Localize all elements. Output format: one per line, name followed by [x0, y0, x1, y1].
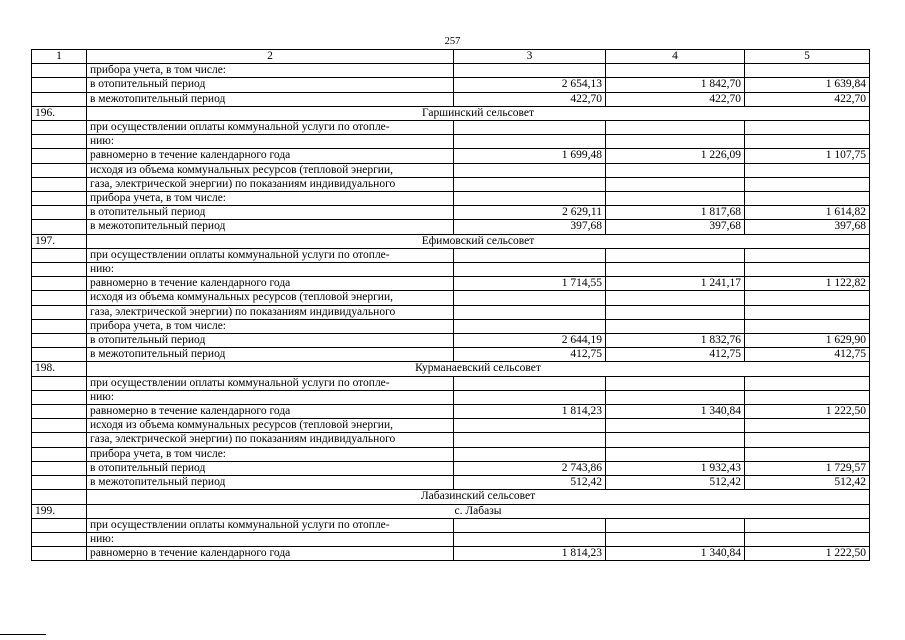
value-col-4 — [606, 163, 745, 177]
tariff-table — [31, 49, 870, 561]
row-number — [32, 334, 87, 348]
value-row — [32, 78, 870, 92]
row-number — [32, 149, 87, 163]
value-col-4 — [606, 319, 745, 333]
row-number — [32, 78, 87, 92]
description-row — [32, 163, 870, 177]
value-col-4: 1 340,84 — [606, 547, 745, 561]
value-col-4: 1 226,09 — [606, 149, 745, 163]
value-col-4 — [606, 532, 745, 546]
row-description: прибора учета, в том числе: — [87, 64, 454, 78]
value-col-5: 512,42 — [745, 476, 870, 490]
description-row — [32, 263, 870, 277]
row-description: нию: — [87, 390, 454, 404]
value-col-3 — [454, 192, 606, 206]
value-col-4: 1 817,68 — [606, 206, 745, 220]
row-number — [32, 476, 87, 490]
value-col-3: 1 714,55 — [454, 277, 606, 291]
row-description: при осуществлении оплаты коммунальной услуги по отопле- — [87, 376, 454, 390]
value-col-5: 1 222,50 — [745, 405, 870, 419]
row-number — [32, 405, 87, 419]
value-col-5 — [745, 121, 870, 135]
description-row — [32, 177, 870, 191]
value-col-3 — [454, 177, 606, 191]
value-col-3 — [454, 532, 606, 546]
row-description: прибора учета, в том числе: — [87, 319, 454, 333]
value-col-5 — [745, 248, 870, 262]
value-col-3: 412,75 — [454, 348, 606, 362]
row-number — [32, 461, 87, 475]
header-row — [32, 50, 870, 64]
row-description: при осуществлении оплаты коммунальной услуги по отопле- — [87, 121, 454, 135]
row-number — [32, 64, 87, 78]
row-number — [32, 518, 87, 532]
section-row — [32, 106, 870, 120]
value-col-3: 512,42 — [454, 476, 606, 490]
description-row — [32, 319, 870, 333]
value-col-4: 412,75 — [606, 348, 745, 362]
value-row — [32, 149, 870, 163]
value-col-4 — [606, 390, 745, 404]
section-title: с. Лабазы — [87, 504, 870, 518]
value-col-4: 512,42 — [606, 476, 745, 490]
description-row — [32, 419, 870, 433]
value-col-5 — [745, 433, 870, 447]
row-number — [32, 277, 87, 291]
value-col-4 — [606, 177, 745, 191]
value-col-4: 1 832,76 — [606, 334, 745, 348]
description-row — [32, 532, 870, 546]
value-col-3: 2 743,86 — [454, 461, 606, 475]
row-number — [32, 532, 87, 546]
section-title: Курманаевский сельсовет — [87, 362, 870, 376]
row-number — [32, 135, 87, 149]
value-col-4 — [606, 263, 745, 277]
value-row — [32, 334, 870, 348]
column-header-1: 1 — [32, 50, 87, 64]
row-description: прибора учета, в том числе: — [87, 192, 454, 206]
value-row — [32, 206, 870, 220]
row-number: 197. — [32, 234, 87, 248]
section-row — [32, 504, 870, 518]
value-col-5: 1 614,82 — [745, 206, 870, 220]
row-label: равномерно в течение календарного года — [87, 547, 454, 561]
value-col-3: 397,68 — [454, 220, 606, 234]
value-col-5: 1 639,84 — [745, 78, 870, 92]
value-col-5 — [745, 163, 870, 177]
section-row — [32, 234, 870, 248]
value-col-4: 1 241,17 — [606, 277, 745, 291]
value-col-5: 1 729,57 — [745, 461, 870, 475]
row-label: в межотопительный период — [87, 92, 454, 106]
row-label: равномерно в течение календарного года — [87, 277, 454, 291]
value-col-3 — [454, 319, 606, 333]
value-row — [32, 92, 870, 106]
value-col-3 — [454, 64, 606, 78]
row-description: прибора учета, в том числе: — [87, 447, 454, 461]
value-col-5 — [745, 518, 870, 532]
description-row — [32, 518, 870, 532]
row-number — [32, 433, 87, 447]
value-col-4: 1 340,84 — [606, 405, 745, 419]
value-row — [32, 277, 870, 291]
row-description: при осуществлении оплаты коммунальной услуги по отопле- — [87, 518, 454, 532]
row-description: газа, электрической энергии) по показаниям индивидуального — [87, 177, 454, 191]
value-col-5 — [745, 64, 870, 78]
row-number — [32, 192, 87, 206]
value-col-3 — [454, 163, 606, 177]
row-number: 196. — [32, 106, 87, 120]
row-number — [32, 121, 87, 135]
description-row — [32, 291, 870, 305]
row-number — [32, 490, 87, 504]
row-description: нию: — [87, 135, 454, 149]
row-label: равномерно в течение календарного года — [87, 149, 454, 163]
value-col-4: 1 842,70 — [606, 78, 745, 92]
value-col-5: 1 629,90 — [745, 334, 870, 348]
column-header-3: 3 — [454, 50, 606, 64]
description-row — [32, 433, 870, 447]
row-description: исходя из объема коммунальных ресурсов (тепловой энергии, — [87, 291, 454, 305]
column-header-2: 2 — [87, 50, 454, 64]
value-col-5 — [745, 319, 870, 333]
description-row — [32, 390, 870, 404]
value-col-5: 397,68 — [745, 220, 870, 234]
description-row — [32, 376, 870, 390]
value-col-3: 1 814,23 — [454, 547, 606, 561]
description-row — [32, 135, 870, 149]
value-col-5: 1 107,75 — [745, 149, 870, 163]
value-col-3: 2 644,19 — [454, 334, 606, 348]
value-col-5 — [745, 192, 870, 206]
description-row — [32, 447, 870, 461]
value-col-4 — [606, 305, 745, 319]
row-number — [32, 305, 87, 319]
section-row — [32, 362, 870, 376]
value-col-3 — [454, 390, 606, 404]
row-label: равномерно в течение календарного года — [87, 405, 454, 419]
value-col-3 — [454, 291, 606, 305]
value-col-5: 1 122,82 — [745, 277, 870, 291]
row-number — [32, 291, 87, 305]
description-row — [32, 192, 870, 206]
row-label: в межотопительный период — [87, 476, 454, 490]
row-number — [32, 547, 87, 561]
section-title: Лабазинский сельсовет — [87, 490, 870, 504]
row-number: 198. — [32, 362, 87, 376]
value-col-3 — [454, 518, 606, 532]
value-col-4 — [606, 419, 745, 433]
row-label: в отопительный период — [87, 461, 454, 475]
value-col-3: 1 699,48 — [454, 149, 606, 163]
value-col-4 — [606, 121, 745, 135]
value-row — [32, 476, 870, 490]
row-number — [32, 206, 87, 220]
value-col-5 — [745, 291, 870, 305]
value-row — [32, 547, 870, 561]
row-number — [32, 390, 87, 404]
section-title: Ефимовский сельсовет — [87, 234, 870, 248]
value-col-3: 2 654,13 — [454, 78, 606, 92]
value-col-3 — [454, 376, 606, 390]
value-col-3 — [454, 248, 606, 262]
row-label: в отопительный период — [87, 78, 454, 92]
row-number — [32, 177, 87, 191]
value-col-3 — [454, 263, 606, 277]
value-col-5 — [745, 419, 870, 433]
row-label: в отопительный период — [87, 334, 454, 348]
value-col-5 — [745, 390, 870, 404]
value-col-3: 1 814,23 — [454, 405, 606, 419]
value-row — [32, 220, 870, 234]
row-number — [32, 220, 87, 234]
section-title: Гаршинский сельсовет — [87, 106, 870, 120]
row-description: газа, электрической энергии) по показаниям индивидуального — [87, 433, 454, 447]
value-col-4 — [606, 291, 745, 305]
row-number — [32, 163, 87, 177]
value-row — [32, 405, 870, 419]
value-col-5 — [745, 376, 870, 390]
page-number: 257 — [444, 36, 461, 47]
value-col-5: 412,75 — [745, 348, 870, 362]
section-row — [32, 490, 870, 504]
value-col-3 — [454, 433, 606, 447]
description-row — [32, 64, 870, 78]
scan-edge-mark — [0, 634, 46, 635]
row-description: нию: — [87, 532, 454, 546]
value-col-4 — [606, 447, 745, 461]
value-col-3 — [454, 305, 606, 319]
value-col-5 — [745, 177, 870, 191]
column-header-4: 4 — [606, 50, 745, 64]
value-col-3: 422,70 — [454, 92, 606, 106]
row-description: исходя из объема коммунальных ресурсов (тепловой энергии, — [87, 419, 454, 433]
row-number — [32, 376, 87, 390]
row-description: газа, электрической энергии) по показаниям индивидуального — [87, 305, 454, 319]
row-number — [32, 92, 87, 106]
row-number — [32, 263, 87, 277]
row-label: в отопительный период — [87, 206, 454, 220]
row-number — [32, 447, 87, 461]
value-col-4: 397,68 — [606, 220, 745, 234]
value-row — [32, 348, 870, 362]
value-col-3 — [454, 121, 606, 135]
description-row — [32, 121, 870, 135]
value-col-5 — [745, 263, 870, 277]
value-col-4 — [606, 518, 745, 532]
value-col-5 — [745, 135, 870, 149]
value-col-4 — [606, 64, 745, 78]
row-number — [32, 419, 87, 433]
value-col-4 — [606, 192, 745, 206]
table-body — [32, 50, 870, 561]
column-header-5: 5 — [745, 50, 870, 64]
value-col-4: 422,70 — [606, 92, 745, 106]
row-number — [32, 348, 87, 362]
value-col-4 — [606, 376, 745, 390]
row-number: 199. — [32, 504, 87, 518]
description-row — [32, 305, 870, 319]
description-row — [32, 248, 870, 262]
value-col-5 — [745, 305, 870, 319]
row-number — [32, 319, 87, 333]
value-row — [32, 461, 870, 475]
value-col-5 — [745, 532, 870, 546]
value-col-3 — [454, 135, 606, 149]
row-description: при осуществлении оплаты коммунальной услуги по отопле- — [87, 248, 454, 262]
row-number — [32, 248, 87, 262]
row-label: в межотопительный период — [87, 348, 454, 362]
value-col-3 — [454, 447, 606, 461]
value-col-4 — [606, 135, 745, 149]
value-col-4 — [606, 248, 745, 262]
value-col-3 — [454, 419, 606, 433]
value-col-3: 2 629,11 — [454, 206, 606, 220]
row-description: нию: — [87, 263, 454, 277]
value-col-5: 1 222,50 — [745, 547, 870, 561]
value-col-4: 1 932,43 — [606, 461, 745, 475]
row-label: в межотопительный период — [87, 220, 454, 234]
value-col-4 — [606, 433, 745, 447]
row-description: исходя из объема коммунальных ресурсов (тепловой энергии, — [87, 163, 454, 177]
value-col-5 — [745, 447, 870, 461]
value-col-5: 422,70 — [745, 92, 870, 106]
